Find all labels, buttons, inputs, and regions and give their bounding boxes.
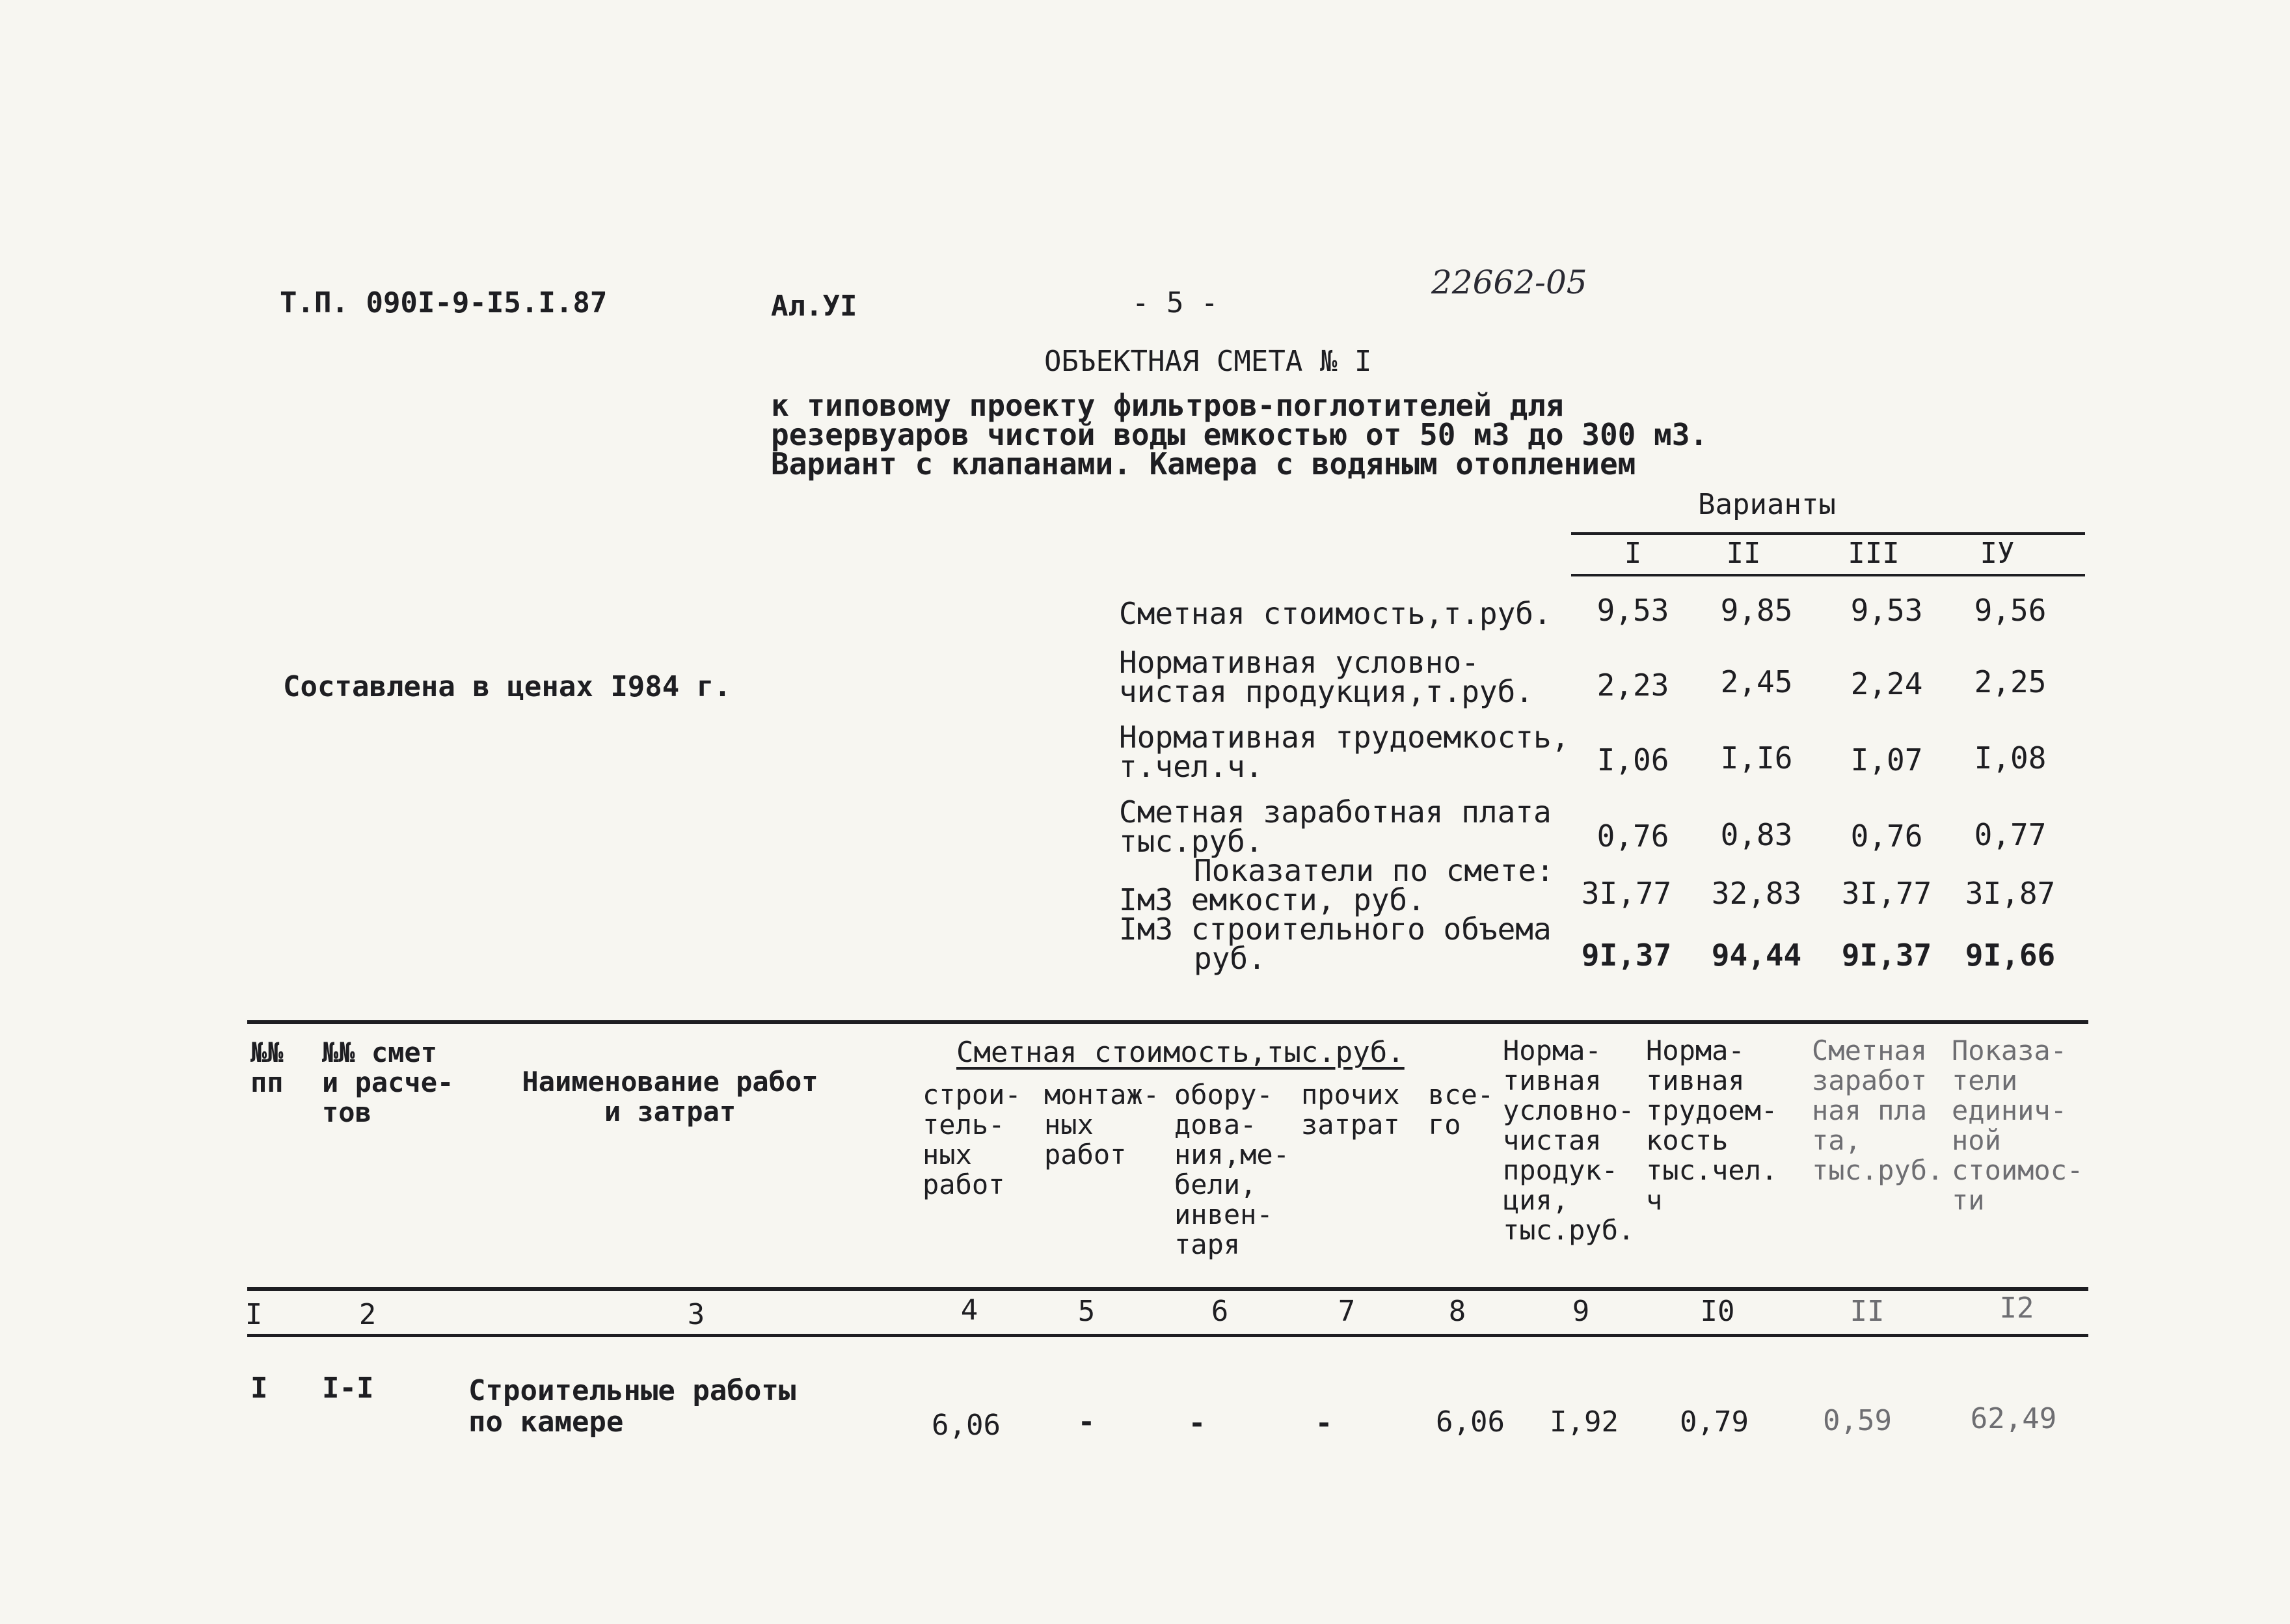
header-net-production: Норма- тивная условно- чистая продук- ция, тыс.руб.: [1503, 1035, 1635, 1246]
variant-col-4: IУ: [1980, 537, 2015, 570]
main-table-rule-numbers: [247, 1334, 2088, 1337]
variant-value: 2,45: [1720, 664, 1793, 699]
variant-row-label-cont: тыс.руб.: [1119, 824, 1263, 859]
column-number: 3: [687, 1298, 705, 1331]
row-value-net-production: I,92: [1550, 1405, 1619, 1439]
indicator-value: 94,44: [1711, 938, 1802, 973]
variant-value: I,06: [1596, 742, 1669, 778]
main-table-rule-top: [247, 1020, 2088, 1024]
header-work-name: Наименование работ и затрат: [522, 1066, 818, 1128]
indicator-value: 9I,66: [1965, 938, 2056, 973]
title-line-3: Вариант с клапанами. Камера с водяным отоплением: [771, 446, 1636, 481]
indicator-row-label: Iм3 строительного объема: [1119, 912, 1552, 947]
variants-rule-header: [1571, 574, 2085, 576]
indicator-value: 3I,87: [1965, 876, 2056, 911]
variant-row-label: Нормативная условно-: [1119, 645, 1479, 680]
variant-value: 0,77: [1974, 817, 2047, 852]
header-total: все- го: [1428, 1079, 1494, 1141]
variant-value: 9,53: [1596, 593, 1669, 628]
indicator-value: 3I,77: [1581, 876, 1672, 911]
indicator-row-label-cont: руб.: [1194, 941, 1266, 976]
header-row-number: №№ пп: [250, 1036, 284, 1098]
page-number: - 5 -: [1132, 286, 1219, 319]
column-number: 4: [960, 1293, 978, 1327]
column-number: 6: [1211, 1295, 1229, 1328]
header-unit-cost: Показа- тели единич- ной стоимос- ти: [1952, 1035, 2084, 1216]
header-wages: Сметная заработ ная пла та, тыс.руб.: [1812, 1035, 1944, 1186]
variants-caption: Варианты: [1698, 488, 1836, 521]
variant-value: 2,24: [1850, 666, 1923, 701]
header-installation: монтаж- ных работ: [1044, 1079, 1160, 1171]
variants-rule-top: [1571, 532, 2085, 535]
variant-value: 9,85: [1720, 593, 1793, 628]
row-value-installation: -: [1077, 1405, 1096, 1439]
project-code: Т.П. 090I-9-I5.I.87: [280, 286, 608, 319]
header-estimate-ref: №№ смет и расче- тов: [322, 1036, 454, 1128]
row-work-name: Строительные работы: [468, 1374, 796, 1407]
variant-row-label-cont: т.чел.ч.: [1119, 749, 1263, 784]
header-equipment: обору- дова- ния,ме- бели, инвен- таря: [1174, 1079, 1290, 1260]
column-number: 5: [1077, 1295, 1096, 1328]
column-number: 9: [1572, 1295, 1590, 1328]
variant-row-label: Сметная стоимость,т.руб.: [1119, 596, 1552, 631]
column-number: 8: [1448, 1295, 1466, 1328]
variant-value: 2,25: [1974, 664, 2047, 699]
column-number: I2: [1999, 1292, 2034, 1325]
variant-value: 0,76: [1596, 819, 1669, 854]
row-value-wages: 0,59: [1823, 1404, 1892, 1437]
row-work-name-cont: по камере: [468, 1405, 624, 1439]
indicator-value: 9I,37: [1581, 938, 1672, 973]
variant-row-label-cont: чистая продукция,т.руб.: [1119, 674, 1533, 709]
header-labor-intensity: Норма- тивная трудоем- кость тыс.чел. ч: [1646, 1035, 1778, 1216]
prices-note: Составлена в ценах I984 г.: [283, 670, 731, 703]
row-value-total: 6,06: [1436, 1405, 1505, 1439]
row-value-labor: 0,79: [1680, 1405, 1749, 1439]
indicator-value: 32,83: [1711, 876, 1802, 911]
row-value-construction: 6,06: [932, 1409, 1001, 1442]
variant-col-3: III: [1848, 537, 1900, 570]
header-construction: строи- тель- ных работ: [923, 1079, 1021, 1200]
header-cost-group: Сметная стоимость,тыс.руб.: [956, 1036, 1405, 1069]
title-line-2: резервуаров чистой воды емкостью от 50 м3 до 300 м3.: [771, 417, 1708, 452]
variant-row-label: Нормативная трудоемкость,: [1119, 720, 1570, 755]
variant-value: 9,56: [1974, 593, 2047, 628]
column-number: I0: [1700, 1295, 1735, 1328]
variant-value: 0,76: [1850, 819, 1923, 854]
row-estimate-ref: I-I: [322, 1372, 374, 1405]
row-number: I: [250, 1372, 268, 1405]
handwritten-number: 22662-05: [1431, 264, 1587, 301]
title-line-1: к типовому проекту фильтров-поглотителей для: [771, 388, 1564, 423]
album-number: Ал.УI: [771, 290, 857, 323]
document-title: ОБЪЕКТНАЯ СМЕТА № I: [1044, 345, 1372, 378]
indicator-value: 3I,77: [1841, 876, 1932, 911]
row-value-equipment: -: [1188, 1407, 1206, 1440]
indicators-title: Показатели по смете:: [1194, 853, 1554, 888]
column-number: II: [1850, 1295, 1885, 1328]
row-value-unit-cost: 62,49: [1970, 1402, 2057, 1435]
variant-value: 9,53: [1850, 593, 1923, 628]
header-other: прочих затрат: [1301, 1079, 1400, 1141]
variant-col-1: I: [1624, 537, 1642, 570]
variant-value: I,I6: [1720, 740, 1793, 776]
indicator-value: 9I,37: [1841, 938, 1932, 973]
indicator-row-label: Iм3 емкости, руб.: [1119, 882, 1425, 917]
column-number: I: [245, 1298, 263, 1331]
variant-value: 2,23: [1596, 668, 1669, 703]
variant-col-2: II: [1726, 537, 1761, 570]
column-number: 2: [358, 1298, 377, 1331]
row-value-other: -: [1315, 1407, 1333, 1440]
variant-value: I,08: [1974, 740, 2047, 776]
variant-value: I,07: [1850, 742, 1923, 778]
variant-value: 0,83: [1720, 817, 1793, 852]
main-table-rule-header: [247, 1287, 2088, 1291]
variant-row-label: Сметная заработная плата: [1119, 794, 1552, 830]
column-number: 7: [1338, 1295, 1356, 1328]
